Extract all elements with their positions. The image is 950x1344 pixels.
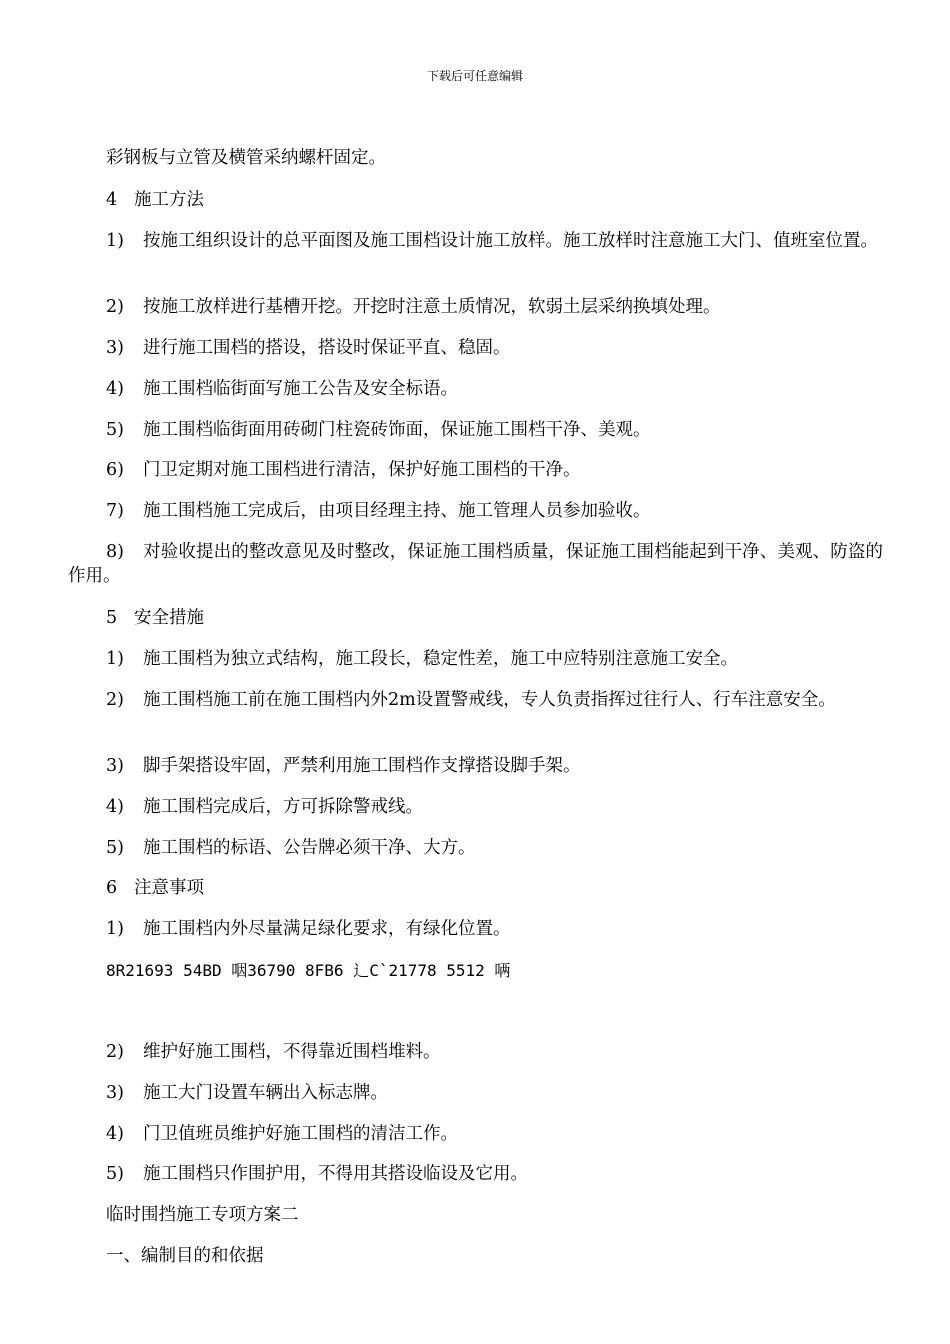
list-item bbox=[68, 836, 883, 860]
list-text: 维护好施工围档，不得靠近围档堆料。 bbox=[143, 1042, 441, 1062]
list-text: 进行施工围档的搭设，搭设时保证平直、稳固。 bbox=[143, 338, 511, 358]
list-item bbox=[68, 458, 883, 482]
list-number: 8) bbox=[106, 542, 124, 562]
list-item bbox=[68, 795, 883, 819]
list-number: 5) bbox=[106, 420, 124, 440]
section-heading-1: 一、编制目的和依据 bbox=[106, 1246, 264, 1266]
section-title: 注意事项 bbox=[134, 878, 204, 898]
list-number: 5) bbox=[106, 838, 124, 858]
list-text: 对验收提出的整改意见及时整改，保证施工围档质量，保证施工围档能起到干净、美观、防盗的作用。 bbox=[68, 542, 883, 586]
list-text: 施工围档临街面写施工公告及安全标语。 bbox=[143, 379, 458, 399]
list-item bbox=[68, 499, 883, 523]
list-item bbox=[68, 540, 883, 588]
list-number: 1) bbox=[106, 231, 124, 251]
list-number: 4) bbox=[106, 797, 124, 817]
section-number: 6 bbox=[106, 878, 118, 898]
list-item bbox=[68, 418, 883, 442]
list-text: 施工围档施工前在施工围档内外2m设置警戒线，专人负责指挥过往行人、行车注意安全。 bbox=[143, 690, 836, 710]
list-text: 施工围档施工完成后，由项目经理主持、施工管理人员参加验收。 bbox=[143, 501, 651, 521]
section-title: 安全措施 bbox=[134, 608, 204, 628]
list-item bbox=[68, 688, 883, 712]
section-heading-6 bbox=[106, 876, 204, 900]
list-item bbox=[68, 1162, 883, 1186]
list-number: 3) bbox=[106, 1083, 124, 1103]
list-number: 3) bbox=[106, 338, 124, 358]
list-item bbox=[68, 647, 883, 671]
list-text: 施工围档内外尽量满足绿化要求，有绿化位置。 bbox=[143, 919, 511, 939]
list-text: 脚手架搭设牢固，严禁利用施工围档作支撑搭设脚手架。 bbox=[143, 756, 581, 776]
list-text: 施工围档完成后，方可拆除警戒线。 bbox=[143, 797, 423, 817]
list-item bbox=[68, 917, 883, 941]
list-text: 施工围档临街面用砖砌门柱瓷砖饰面，保证施工围档干净、美观。 bbox=[143, 420, 651, 440]
list-text: 门卫值班员维护好施工围档的清洁工作。 bbox=[143, 1124, 458, 1144]
list-number: 7) bbox=[106, 501, 124, 521]
section-title: 施工方法 bbox=[134, 190, 204, 210]
list-number: 6) bbox=[106, 460, 124, 480]
section-heading-5 bbox=[106, 606, 204, 630]
list-item bbox=[68, 295, 883, 319]
list-item bbox=[68, 1122, 883, 1146]
list-number: 2) bbox=[106, 690, 124, 710]
list-number: 3) bbox=[106, 756, 124, 776]
list-number: 1) bbox=[106, 919, 124, 939]
list-number: 2) bbox=[106, 1042, 124, 1062]
list-text: 按施工放样进行基槽开挖。开挖时注意土质情况，软弱土层采纳换填处理。 bbox=[143, 297, 721, 317]
list-text: 门卫定期对施工围档进行清洁，保护好施工围档的干净。 bbox=[143, 460, 581, 480]
list-item bbox=[68, 1081, 883, 1105]
list-item bbox=[68, 336, 883, 360]
list-number: 5) bbox=[106, 1164, 124, 1184]
list-item bbox=[68, 1040, 883, 1064]
document-subtitle: 临时围挡施工专项方案二 bbox=[106, 1205, 299, 1225]
list-number: 4) bbox=[106, 379, 124, 399]
list-text: 施工围档为独立式结构，施工段长，稳定性差，施工中应特别注意施工安全。 bbox=[143, 649, 738, 669]
section-heading-4 bbox=[106, 188, 204, 212]
list-text: 施工大门设置车辆出入标志牌。 bbox=[143, 1083, 388, 1103]
paragraph: 彩钢板与立管及横管采纳螺杆固定。 bbox=[106, 148, 386, 168]
list-item bbox=[68, 229, 883, 253]
list-text: 施工围档的标语、公告牌必须干净、大方。 bbox=[143, 838, 476, 858]
garbled-code-line: 8R21693 54BD 咽36790 8FB6 辶C`21778 5512 唡 bbox=[106, 961, 511, 980]
list-number: 2) bbox=[106, 297, 124, 317]
page-header: 下载后可任意编辑 bbox=[426, 69, 523, 83]
list-number: 4) bbox=[106, 1124, 124, 1144]
section-number: 4 bbox=[106, 190, 118, 210]
list-text: 按施工组织设计的总平面图及施工围档设计施工放样。施工放样时注意施工大门、值班室位置。 bbox=[143, 231, 878, 251]
list-number: 1) bbox=[106, 649, 124, 669]
list-item bbox=[68, 377, 883, 401]
list-item bbox=[68, 754, 883, 778]
list-text: 施工围档只作围护用，不得用其搭设临设及它用。 bbox=[143, 1164, 528, 1184]
section-number: 5 bbox=[106, 608, 118, 628]
